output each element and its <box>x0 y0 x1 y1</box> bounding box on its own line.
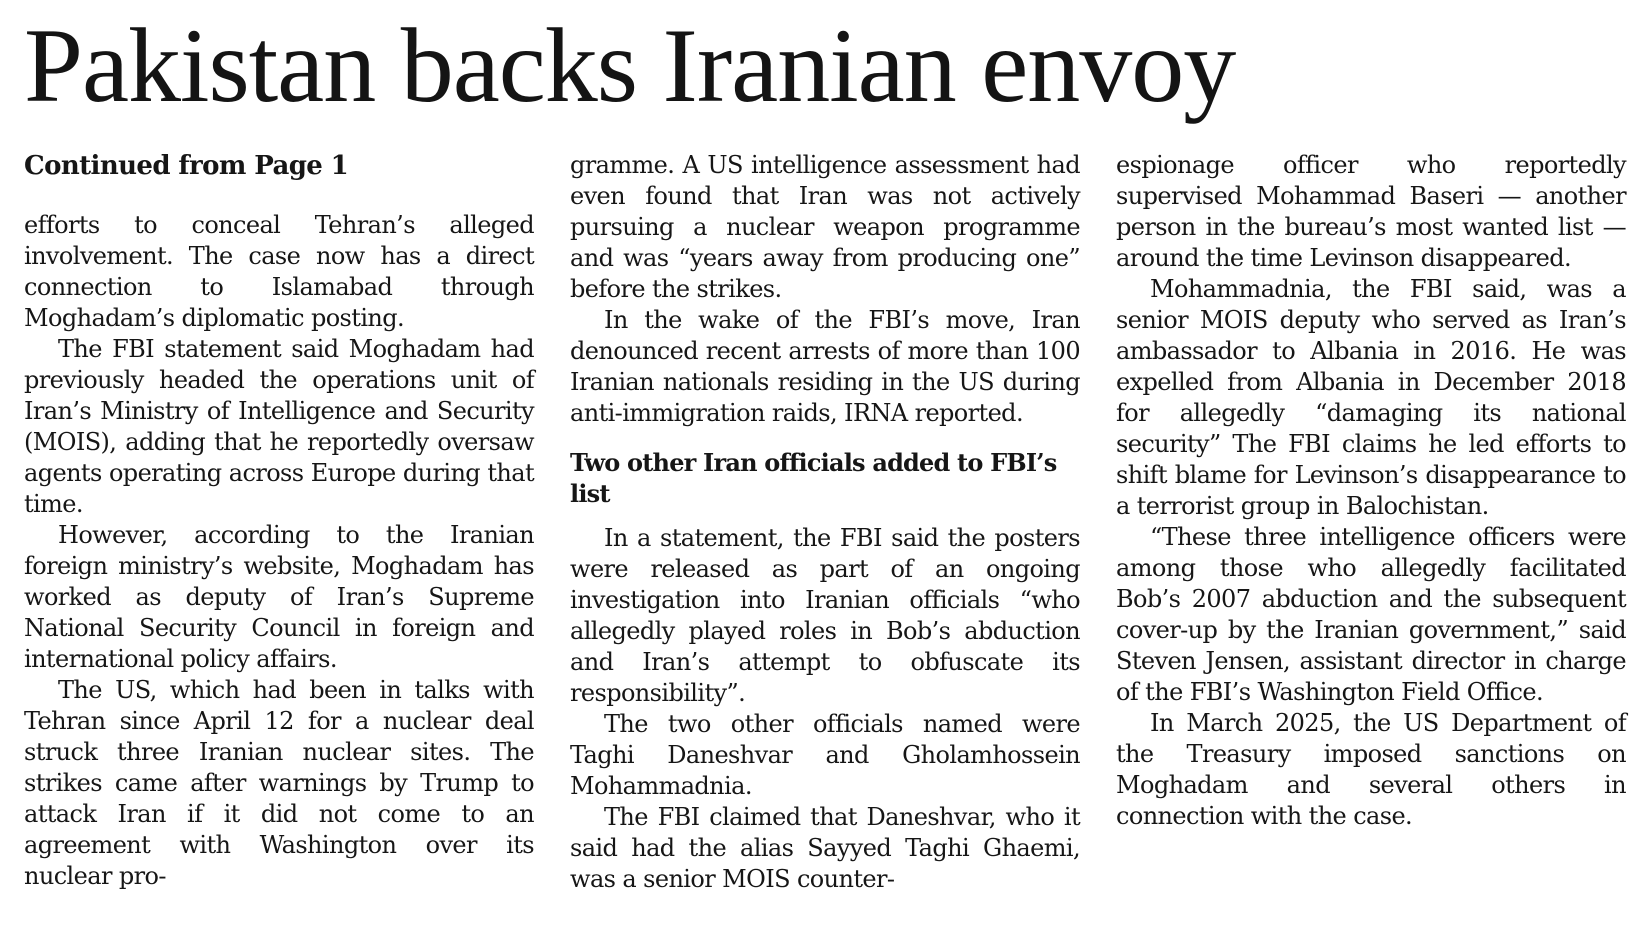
paragraph: The two other officials named were Taghi Daneshvar and Gholamhossein Mohammadnia. <box>570 710 1080 800</box>
paragraph: In March 2025, the US Department of the Treasury imposed sanctions on Moghadam and several others in connection with the case. <box>1116 709 1626 830</box>
article-column-3 <box>1116 150 1626 832</box>
article-column-1 <box>24 150 534 892</box>
paragraph: In a statement, the FBI said the posters were released as part of an ongoing investigation into Iranian officials “who allegedly played roles in Bob’s abduction and Iran’s attempt to obfuscate its responsibility”. <box>570 524 1080 707</box>
paragraph: “These three intelligence officers were among those who allegedly facilitated Bob’s 2007 abduction and the subsequent cover-up by the Iranian government,” said Steven Jensen, assistant director in charge of the FBI’s Washington Field Office. <box>1116 523 1626 706</box>
headline: Pakistan backs Iranian envoy <box>24 7 1236 124</box>
paragraph: The FBI statement said Moghadam had previously headed the operations unit of Iran’s Ministry of Intelligence and Security (MOIS), adding that he reportedly oversaw agents operating across Europe during that time. <box>24 335 534 518</box>
paragraph: efforts to conceal Tehran’s alleged involvement. The case now has a direct connection to Islamabad through Moghadam’s diplomatic posting. <box>24 211 534 332</box>
subheading: Two other Iran officials added to FBI’s list <box>570 448 1057 508</box>
article-column-2 <box>570 150 1080 895</box>
paragraph: The US, which had been in talks with Tehran since April 12 for a nuclear deal struck three Iranian nuclear sites. The strikes came after warnings by Trump to attack Iran if it did not come to an agreement with Washington over its nuclear pro- <box>24 676 534 890</box>
paragraph: The FBI claimed that Daneshvar, who it said had the alias Sayyed Taghi Ghaemi, was a senior MOIS counter- <box>570 803 1080 893</box>
paragraph: Mohammadnia, the FBI said, was a senior MOIS deputy who served as Iran’s ambassador to Albania in 2016. He was expelled from Albania in December 2018 for allegedly “damaging its national security” The FBI claims he led efforts to shift blame for Levinson’s disappearance to a terrorist group in Balochistan. <box>1116 275 1626 520</box>
paragraph: espionage officer who reportedly supervised Mohammad Baseri — another person in the bureau’s most wanted list — around the time Levinson disappeared. <box>1116 151 1626 272</box>
continued-from-label: Continued from Page 1 <box>24 151 349 181</box>
paragraph: However, according to the Iranian foreign ministry’s website, Moghadam has worked as deputy of Iran’s Supreme National Security Council in foreign and international policy affairs. <box>24 521 534 673</box>
paragraph: In the wake of the FBI’s move, Iran denounced recent arrests of more than 100 Iranian nationals residing in the US during anti-immigration raids, IRNA reported. <box>570 306 1080 427</box>
paragraph: gramme. A US intelligence assessment had even found that Iran was not actively pursuing a nuclear weapon programme and was “years away from producing one” before the strikes. <box>570 151 1080 303</box>
